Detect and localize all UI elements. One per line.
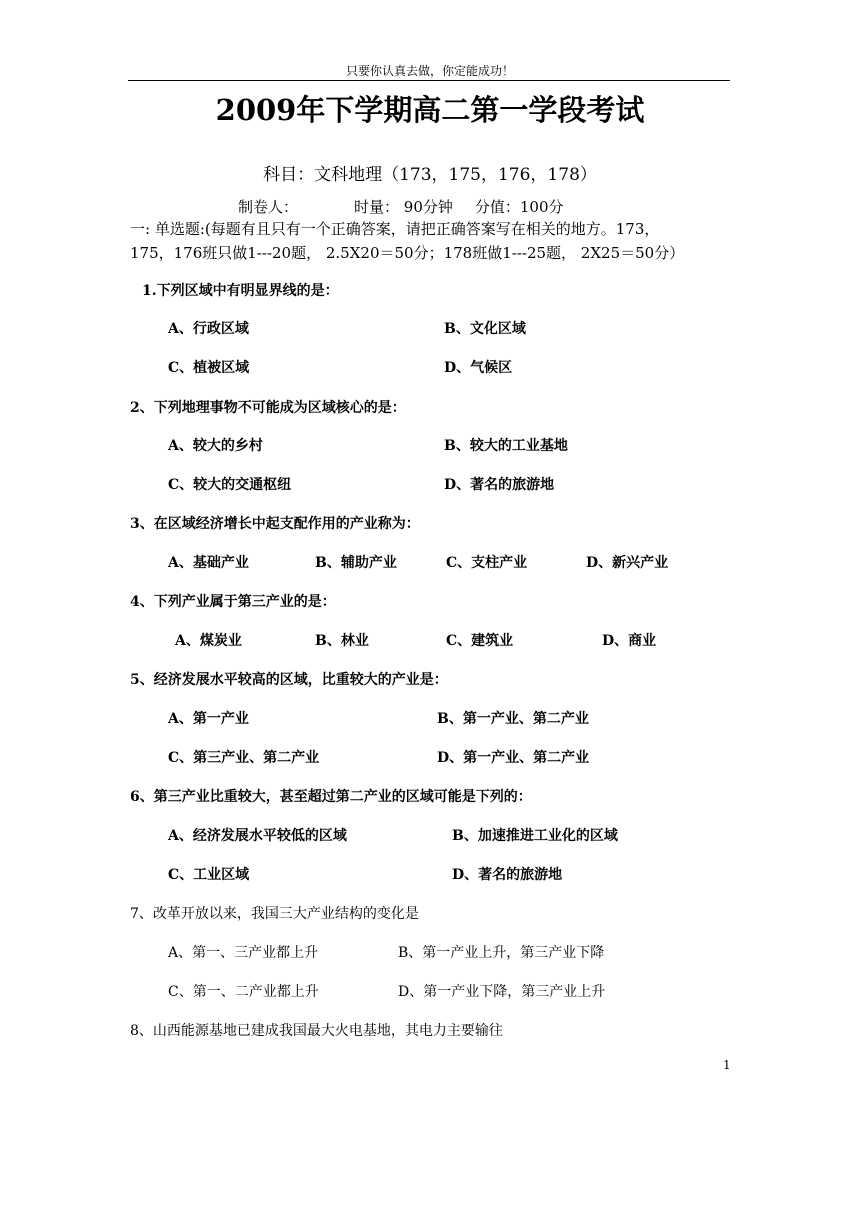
q3-option-c: C、支柱产业 (446, 555, 528, 571)
meta-score: 分值：100分 (474, 198, 564, 216)
exam-subject: 科目：文科地理（173，175，176，178） (263, 165, 597, 185)
q5-option-a: A、第一产业 (168, 711, 249, 727)
q4-option-d: D、商业 (602, 633, 657, 649)
header-rule (128, 80, 730, 81)
q2-option-b: B、较大的工业基地 (444, 438, 568, 454)
q4-option-a: A、煤炭业 (175, 633, 242, 649)
q2-option-d: D、著名的旅游地 (444, 477, 555, 493)
question-5: 5、经济发展水平较高的区域，比重较大的产业是： (130, 672, 448, 688)
q1-option-a: A、行政区域 (168, 321, 249, 337)
q1-option-c: C、植被区域 (168, 360, 250, 376)
q1-option-d: D、气候区 (444, 360, 513, 376)
q6-option-d: D、著名的旅游地 (452, 867, 563, 883)
q7-option-c: C、第一、二产业都上升 (168, 984, 319, 1000)
meta-author: 制卷人： (238, 198, 299, 216)
q2-option-a: A、较大的乡村 (168, 438, 263, 454)
meta-time: 时量： 90分钟 (354, 198, 453, 216)
instructions-line-2: 175，176班只做1---20题， 2.5X20＝50分；178班做1---25题， 2X25＝50分） (130, 244, 685, 262)
q7-option-a: A、第一、三产业都上升 (168, 945, 319, 961)
q6-option-b: B、加速推进工业化的区域 (452, 828, 618, 844)
exam-title: 2009年下学期高二第一学段考试 (215, 93, 645, 127)
q1-option-b: B、文化区域 (444, 321, 526, 337)
question-6: 6、第三产业比重较大，甚至超过第二产业的区域可能是下列的： (130, 789, 532, 805)
question-1: 1.下列区域中有明显界线的是： (142, 283, 339, 299)
header-motto: 只要你认真去做，你定能成功！ (345, 64, 514, 78)
q2-option-c: C、较大的交通枢纽 (168, 477, 292, 493)
question-8: 8、山西能源基地已建成我国最大火电基地，其电力主要输往 (130, 1023, 503, 1039)
q7-option-b: B、第一产业上升，第三产业下降 (398, 945, 605, 961)
exam-meta (238, 196, 564, 217)
q3-option-d: D、新兴产业 (586, 555, 669, 571)
q3-option-a: A、基础产业 (168, 555, 249, 571)
q5-option-c: C、第三产业、第二产业 (168, 750, 320, 766)
page-number: 1 (723, 1058, 731, 1072)
q4-option-b: B、林业 (315, 633, 369, 649)
question-2: 2、下列地理事物不可能成为区域核心的是： (130, 400, 406, 416)
q6-option-c: C、工业区域 (168, 867, 250, 883)
q7-option-d: D、第一产业下降，第三产业上升 (398, 984, 606, 1000)
q3-option-b: B、辅助产业 (315, 555, 397, 571)
q5-option-d: D、第一产业、第二产业 (437, 750, 590, 766)
q5-option-b: B、第一产业、第二产业 (437, 711, 589, 727)
q4-option-c: C、建筑业 (446, 633, 514, 649)
question-3: 3、在区域经济增长中起支配作用的产业称为： (130, 516, 420, 532)
question-7: 7、改革开放以来，我国三大产业结构的变化是 (130, 906, 419, 922)
question-4: 4、下列产业属于第三产业的是： (130, 594, 336, 610)
instructions-line-1: 一: 单选题:(每题有且只有一个正确答案，请把正确答案写在相关的地方。173， (130, 220, 660, 238)
q6-option-a: A、经济发展水平较低的区域 (168, 828, 347, 844)
